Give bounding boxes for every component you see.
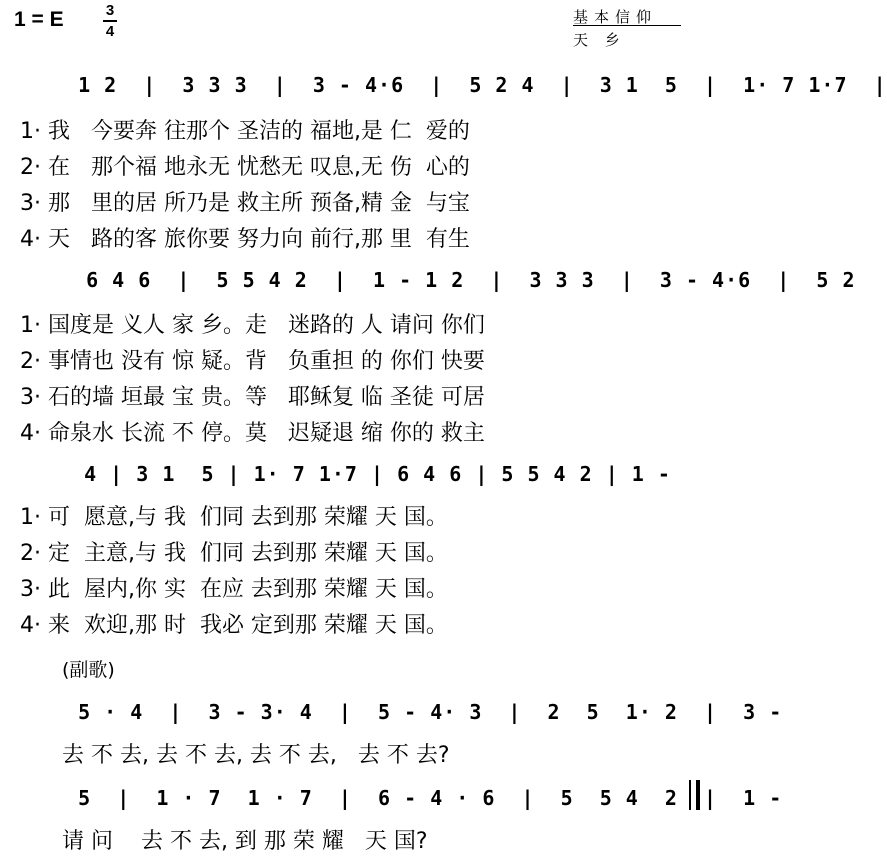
chorus-lyric-line: 去 不 去, 去 不 去, 去 不 去, 去 不 去? — [48, 743, 450, 768]
meter-bar — [103, 20, 117, 22]
key-signature: 1 = E — [14, 8, 64, 31]
lyric-line: 3· 那 里的居 所乃是 救主所 预备,精 金 与宝 — [20, 191, 470, 216]
notation-row: 1 2 | 3 3 3 | 3 - 4·6 | 5 2 4 | 3 1 5 | 1· 7 1·7 | — [52, 73, 887, 97]
hymn-title: 基本信仰 — [573, 8, 658, 26]
lyric-line: 2· 定 主意,与 我 们同 去到那 荣耀 天 国。 — [20, 541, 448, 566]
lyric-line: 3· 此 屋内,你 实 在应 去到那 荣耀 天 国。 — [20, 577, 448, 602]
meter-bottom: 4 — [105, 23, 115, 40]
lyric-line: 2· 在 那个福 地永无 忧愁无 叹息,无 伤 心的 — [20, 155, 470, 180]
lyric-line: 1· 国度是 义人 家 乡。走 迷路的 人 请问 你们 — [20, 313, 485, 338]
lyric-line: 4· 来 欢迎,那 时 我必 定到那 荣耀 天 国。 — [20, 613, 448, 638]
lyric-line: 1· 可 愿意,与 我 们同 去到那 荣耀 天 国。 — [20, 505, 448, 530]
title-rule — [573, 25, 681, 26]
meter-top: 3 — [105, 2, 115, 19]
lyric-line: 4· 天 路的客 旅你要 努力向 前行,那 里 有生 — [20, 227, 470, 252]
lyric-line: 1· 我 今要奔 往那个 圣洁的 福地,是 仁 爱的 — [20, 119, 470, 144]
final-barline — [689, 780, 700, 810]
lyric-line: 3· 石的墙 垣最 宝 贵。等 耶稣复 临 圣徒 可居 — [20, 385, 485, 410]
hymn-subtitle: 天 乡 — [573, 31, 626, 49]
chorus-notation-row: 5 · 4 | 3 - 3· 4 | 5 - 4· 3 | 2 5 1· 2 | 3 - — [52, 700, 783, 724]
chorus-notation-row: 5 | 1 · 7 1 · 7 | 6 - 4 · 6 | 5 5 4 2 | 1 - — [52, 786, 783, 810]
chorus-lyric-line: 请 问 去 不 去, 到 那 荣 耀 天 国? — [48, 829, 428, 854]
chorus-label: (副歌) — [62, 659, 115, 681]
lyric-line: 4· 命泉水 长流 不 停。莫 迟疑退 缩 你的 救主 — [20, 421, 485, 446]
lyric-line: 2· 事情也 没有 惊 疑。背 负重担 的 你们 快要 — [20, 349, 485, 374]
time-signature — [103, 2, 117, 40]
notation-row: 6 4 6 | 5 5 4 2 | 1 - 1 2 | 3 3 3 | 3 - 4·6 | 5 2 — [60, 268, 856, 292]
notation-row: 4 | 3 1 5 | 1· 7 1·7 | 6 4 6 | 5 5 4 2 | 1 - — [58, 462, 671, 486]
